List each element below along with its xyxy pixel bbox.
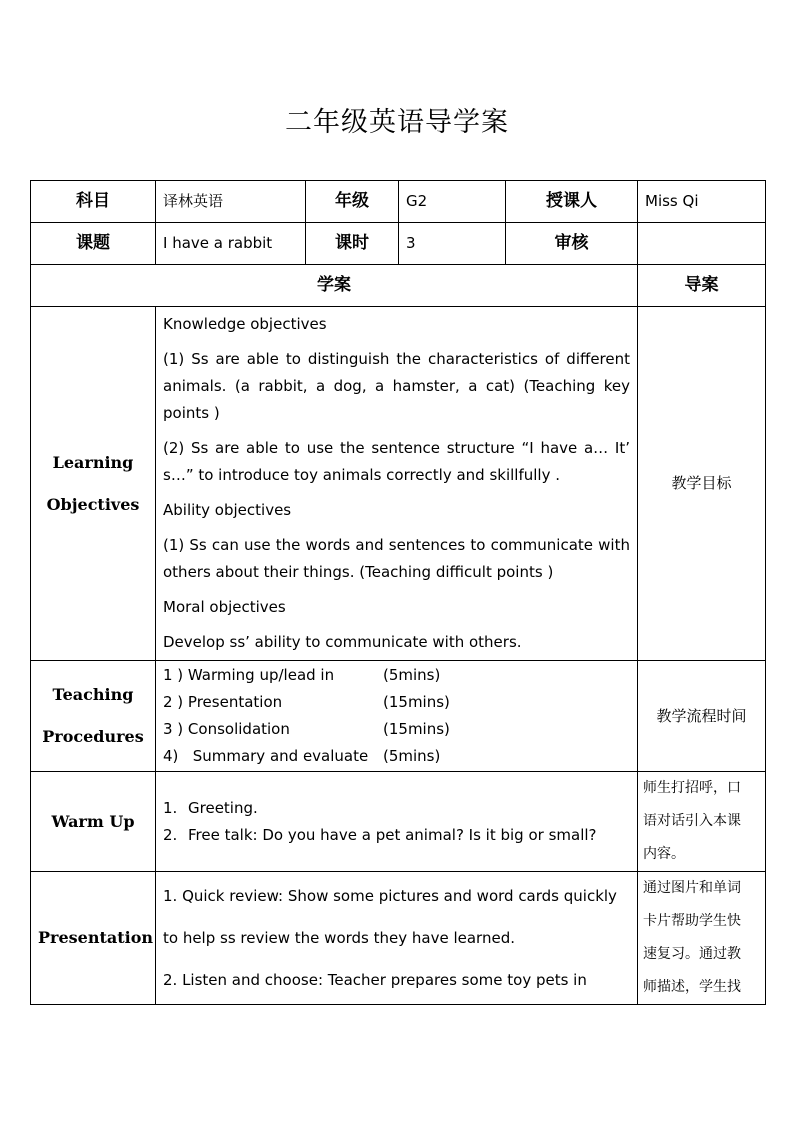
period-value: 3 [399,223,506,265]
review-label: 审核 [506,223,638,265]
teacher-value: Miss Qi [638,181,766,223]
subject-label: 科目 [31,181,156,223]
teaching-procedures-row [31,661,766,772]
item-text: Greeting. [188,798,258,817]
step-time: (5mins) [383,747,441,765]
presentation-line: to help ss review the words they have learned. [163,929,515,947]
learning-plan-header: 学案 [31,265,638,307]
step-time: (5mins) [383,666,441,684]
teaching-procedures-label [31,661,156,772]
teaching-procedures-content [156,661,638,772]
column-header-row [31,265,766,307]
item-text: Free talk: Do you have a pet animal? Is it big or small? [188,825,597,844]
label-line: Procedures [42,727,144,746]
learning-objectives-label [31,307,156,661]
info-row-1 [31,181,766,223]
warm-up-guide [638,772,766,872]
label-line: Objectives [46,494,140,514]
warm-up-row [31,772,766,872]
list-item [163,822,630,849]
step-name: 4) Summary and evaluate [163,747,369,765]
item-number: 1. [163,798,178,817]
presentation-content [156,872,638,1005]
review-value [638,223,766,265]
list-item [163,795,630,822]
step-time: (15mins) [383,720,450,738]
guide-plan-header: 导案 [638,265,766,307]
presentation-row [31,872,766,1005]
learning-objectives-row [31,307,766,661]
lesson-plan-table [30,180,766,1005]
label-line: Learning [52,452,134,472]
procedure-step [163,689,630,716]
objective-item: (1) Ss can use the words and sentences to communicate with others about their things. (Teaching difficult points ) [163,536,630,581]
objectives-guide: 教学目标 [638,307,766,661]
topic-label: 课题 [31,223,156,265]
procedures-guide: 教学流程时间 [638,661,766,772]
warm-up-content [156,772,638,872]
label-line: Teaching [52,685,134,704]
objective-heading: Moral objectives [163,598,286,616]
guide-line: 卡片帮助学生快 [643,913,741,929]
guide-line: 师描述，学生找 [643,979,741,995]
presentation-label: Presentation [31,872,156,1005]
step-name: 1 ) Warming up/lead in [163,666,335,684]
grade-label: 年级 [306,181,399,223]
grade-value: G2 [399,181,506,223]
objective-item: (2) Ss are able to use the sentence structure “I have a… It’ s…” to introduce toy animals correctly and skillfully . [163,439,630,484]
objective-item: Develop ss’ ability to communicate with others. [163,633,522,651]
procedure-step [163,662,630,689]
presentation-line: 1. Quick review: Show some pictures and word cards quickly [163,887,617,905]
presentation-guide [638,872,766,1005]
guide-line: 通过图片和单词 [643,880,741,896]
subject-value: 译林英语 [156,181,306,223]
procedure-step [163,743,630,770]
presentation-line: 2. Listen and choose: Teacher prepares some toy pets in [163,971,587,989]
guide-line: 速复习。通过教 [643,946,741,962]
period-label: 课时 [306,223,399,265]
objective-item: (1) Ss are able to distinguish the characteristics of different animals. (a rabbit, a dog, a hamster, a cat) (Teaching key points ) [163,350,630,422]
procedure-step [163,716,630,743]
step-name: 2 ) Presentation [163,693,283,711]
topic-value: I have a rabbit [156,223,306,265]
guide-line: 内容。 [643,846,685,862]
learning-objectives-content [156,307,638,661]
guide-line: 师生打招呼，口 [643,780,741,796]
objective-heading: Knowledge objectives [163,315,327,333]
teacher-label: 授课人 [506,181,638,223]
warm-up-label: Warm Up [31,772,156,872]
item-number: 2. [163,825,178,844]
objective-heading: Ability objectives [163,501,292,519]
info-row-2 [31,223,766,265]
step-name: 3 ) Consolidation [163,720,290,738]
guide-line: 语对话引入本课 [643,813,741,829]
page-title: 二年级英语导学案 [285,107,509,138]
step-time: (15mins) [383,693,450,711]
